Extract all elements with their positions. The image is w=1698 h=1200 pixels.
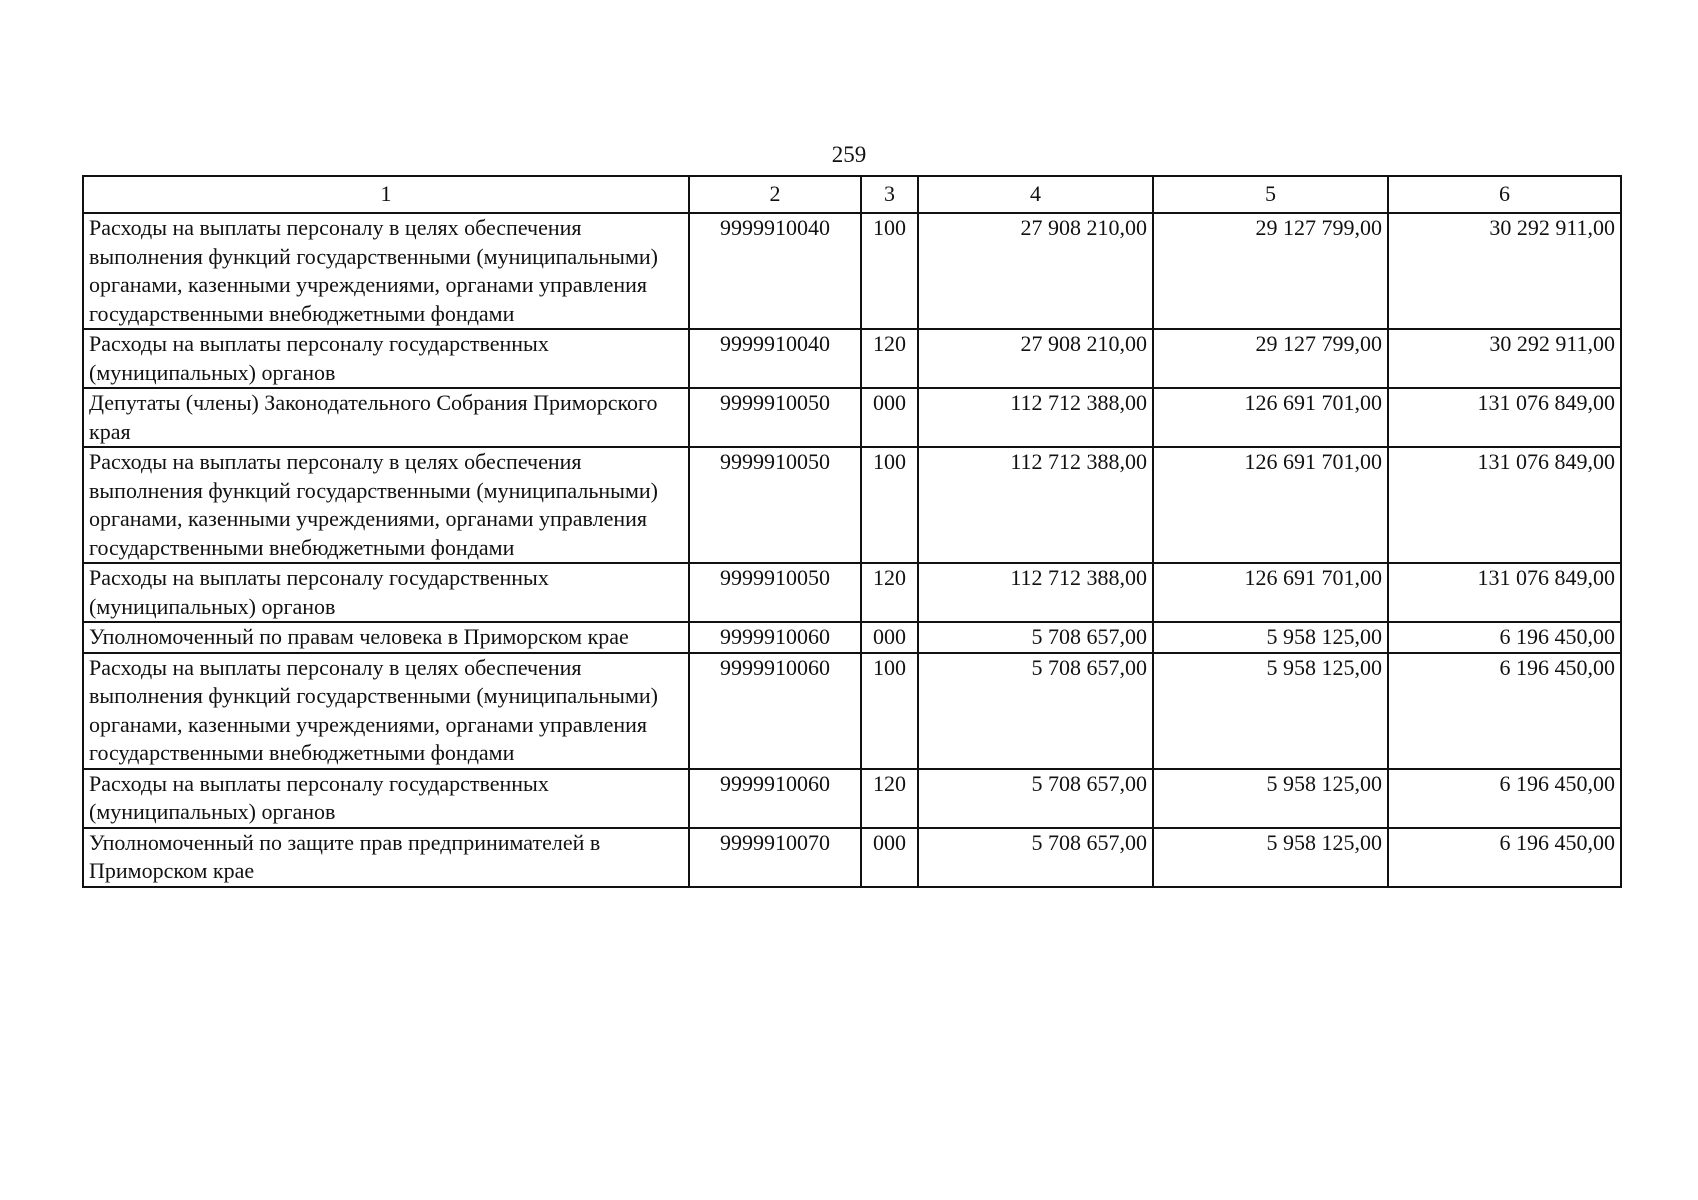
row-expense-type: 120 (861, 563, 918, 622)
table-row (83, 769, 1621, 828)
row-name: Уполномоченный по защите прав предпринимателей в Приморском крае (83, 828, 689, 887)
row-amount-year-2: 5 958 125,00 (1153, 653, 1388, 769)
row-amount-year-2: 5 958 125,00 (1153, 769, 1388, 828)
table-row (83, 329, 1621, 388)
row-target-code: 9999910050 (689, 563, 861, 622)
row-amount-year-1: 27 908 210,00 (918, 329, 1153, 388)
column-header-5: 5 (1153, 176, 1388, 213)
row-target-code: 9999910060 (689, 622, 861, 653)
row-target-code: 9999910060 (689, 769, 861, 828)
row-name: Расходы на выплаты персоналу государственных (муниципальных) органов (83, 769, 689, 828)
row-amount-year-2: 126 691 701,00 (1153, 563, 1388, 622)
column-header-4: 4 (918, 176, 1153, 213)
table-row (83, 447, 1621, 563)
table-header-row (83, 176, 1621, 213)
row-amount-year-3: 131 076 849,00 (1388, 563, 1621, 622)
row-target-code: 9999910070 (689, 828, 861, 887)
table-row (83, 622, 1621, 653)
row-target-code: 9999910050 (689, 388, 861, 447)
row-name: Депутаты (члены) Законодательного Собрания Приморского края (83, 388, 689, 447)
row-expense-type: 120 (861, 329, 918, 388)
row-name: Уполномоченный по правам человека в Приморском крае (83, 622, 689, 653)
row-expense-type: 000 (861, 388, 918, 447)
row-name: Расходы на выплаты персоналу в целях обеспечения выполнения функций государственными (муниципальными) органами, казенными учреждениями, органами управления государственными внебюджетными фондами (83, 447, 689, 563)
row-amount-year-3: 131 076 849,00 (1388, 388, 1621, 447)
table-row (83, 388, 1621, 447)
column-header-2: 2 (689, 176, 861, 213)
row-amount-year-2: 126 691 701,00 (1153, 388, 1388, 447)
row-amount-year-1: 5 708 657,00 (918, 769, 1153, 828)
row-name: Расходы на выплаты персоналу в целях обеспечения выполнения функций государственными (муниципальными) органами, казенными учреждениями, органами управления государственными внебюджетными фондами (83, 213, 689, 329)
row-amount-year-3: 6 196 450,00 (1388, 653, 1621, 769)
row-amount-year-1: 112 712 388,00 (918, 388, 1153, 447)
column-header-1: 1 (83, 176, 689, 213)
row-amount-year-1: 112 712 388,00 (918, 447, 1153, 563)
table-row (83, 213, 1621, 329)
row-amount-year-3: 131 076 849,00 (1388, 447, 1621, 563)
row-target-code: 9999910060 (689, 653, 861, 769)
row-amount-year-1: 112 712 388,00 (918, 563, 1153, 622)
column-header-3: 3 (861, 176, 918, 213)
row-amount-year-2: 29 127 799,00 (1153, 213, 1388, 329)
column-header-6: 6 (1388, 176, 1621, 213)
budget-table (82, 175, 1622, 888)
row-amount-year-3: 6 196 450,00 (1388, 769, 1621, 828)
row-amount-year-3: 30 292 911,00 (1388, 329, 1621, 388)
row-amount-year-1: 5 708 657,00 (918, 653, 1153, 769)
row-expense-type: 100 (861, 447, 918, 563)
row-expense-type: 120 (861, 769, 918, 828)
row-amount-year-2: 5 958 125,00 (1153, 828, 1388, 887)
page-number: 259 (831, 142, 867, 167)
row-name: Расходы на выплаты персоналу государственных (муниципальных) органов (83, 329, 689, 388)
row-expense-type: 100 (861, 653, 918, 769)
row-amount-year-2: 29 127 799,00 (1153, 329, 1388, 388)
row-amount-year-2: 126 691 701,00 (1153, 447, 1388, 563)
row-target-code: 9999910040 (689, 213, 861, 329)
row-target-code: 9999910040 (689, 329, 861, 388)
row-expense-type: 100 (861, 213, 918, 329)
row-amount-year-3: 6 196 450,00 (1388, 828, 1621, 887)
row-amount-year-2: 5 958 125,00 (1153, 622, 1388, 653)
row-name: Расходы на выплаты персоналу государственных (муниципальных) органов (83, 563, 689, 622)
table-row (83, 563, 1621, 622)
row-amount-year-1: 5 708 657,00 (918, 828, 1153, 887)
row-expense-type: 000 (861, 622, 918, 653)
table-row (83, 653, 1621, 769)
table-row (83, 828, 1621, 887)
row-amount-year-1: 27 908 210,00 (918, 213, 1153, 329)
row-target-code: 9999910050 (689, 447, 861, 563)
row-amount-year-1: 5 708 657,00 (918, 622, 1153, 653)
row-amount-year-3: 6 196 450,00 (1388, 622, 1621, 653)
row-expense-type: 000 (861, 828, 918, 887)
row-name: Расходы на выплаты персоналу в целях обеспечения выполнения функций государственными (муниципальными) органами, казенными учреждениями, органами управления государственными внебюджетными фондами (83, 653, 689, 769)
row-amount-year-3: 30 292 911,00 (1388, 213, 1621, 329)
